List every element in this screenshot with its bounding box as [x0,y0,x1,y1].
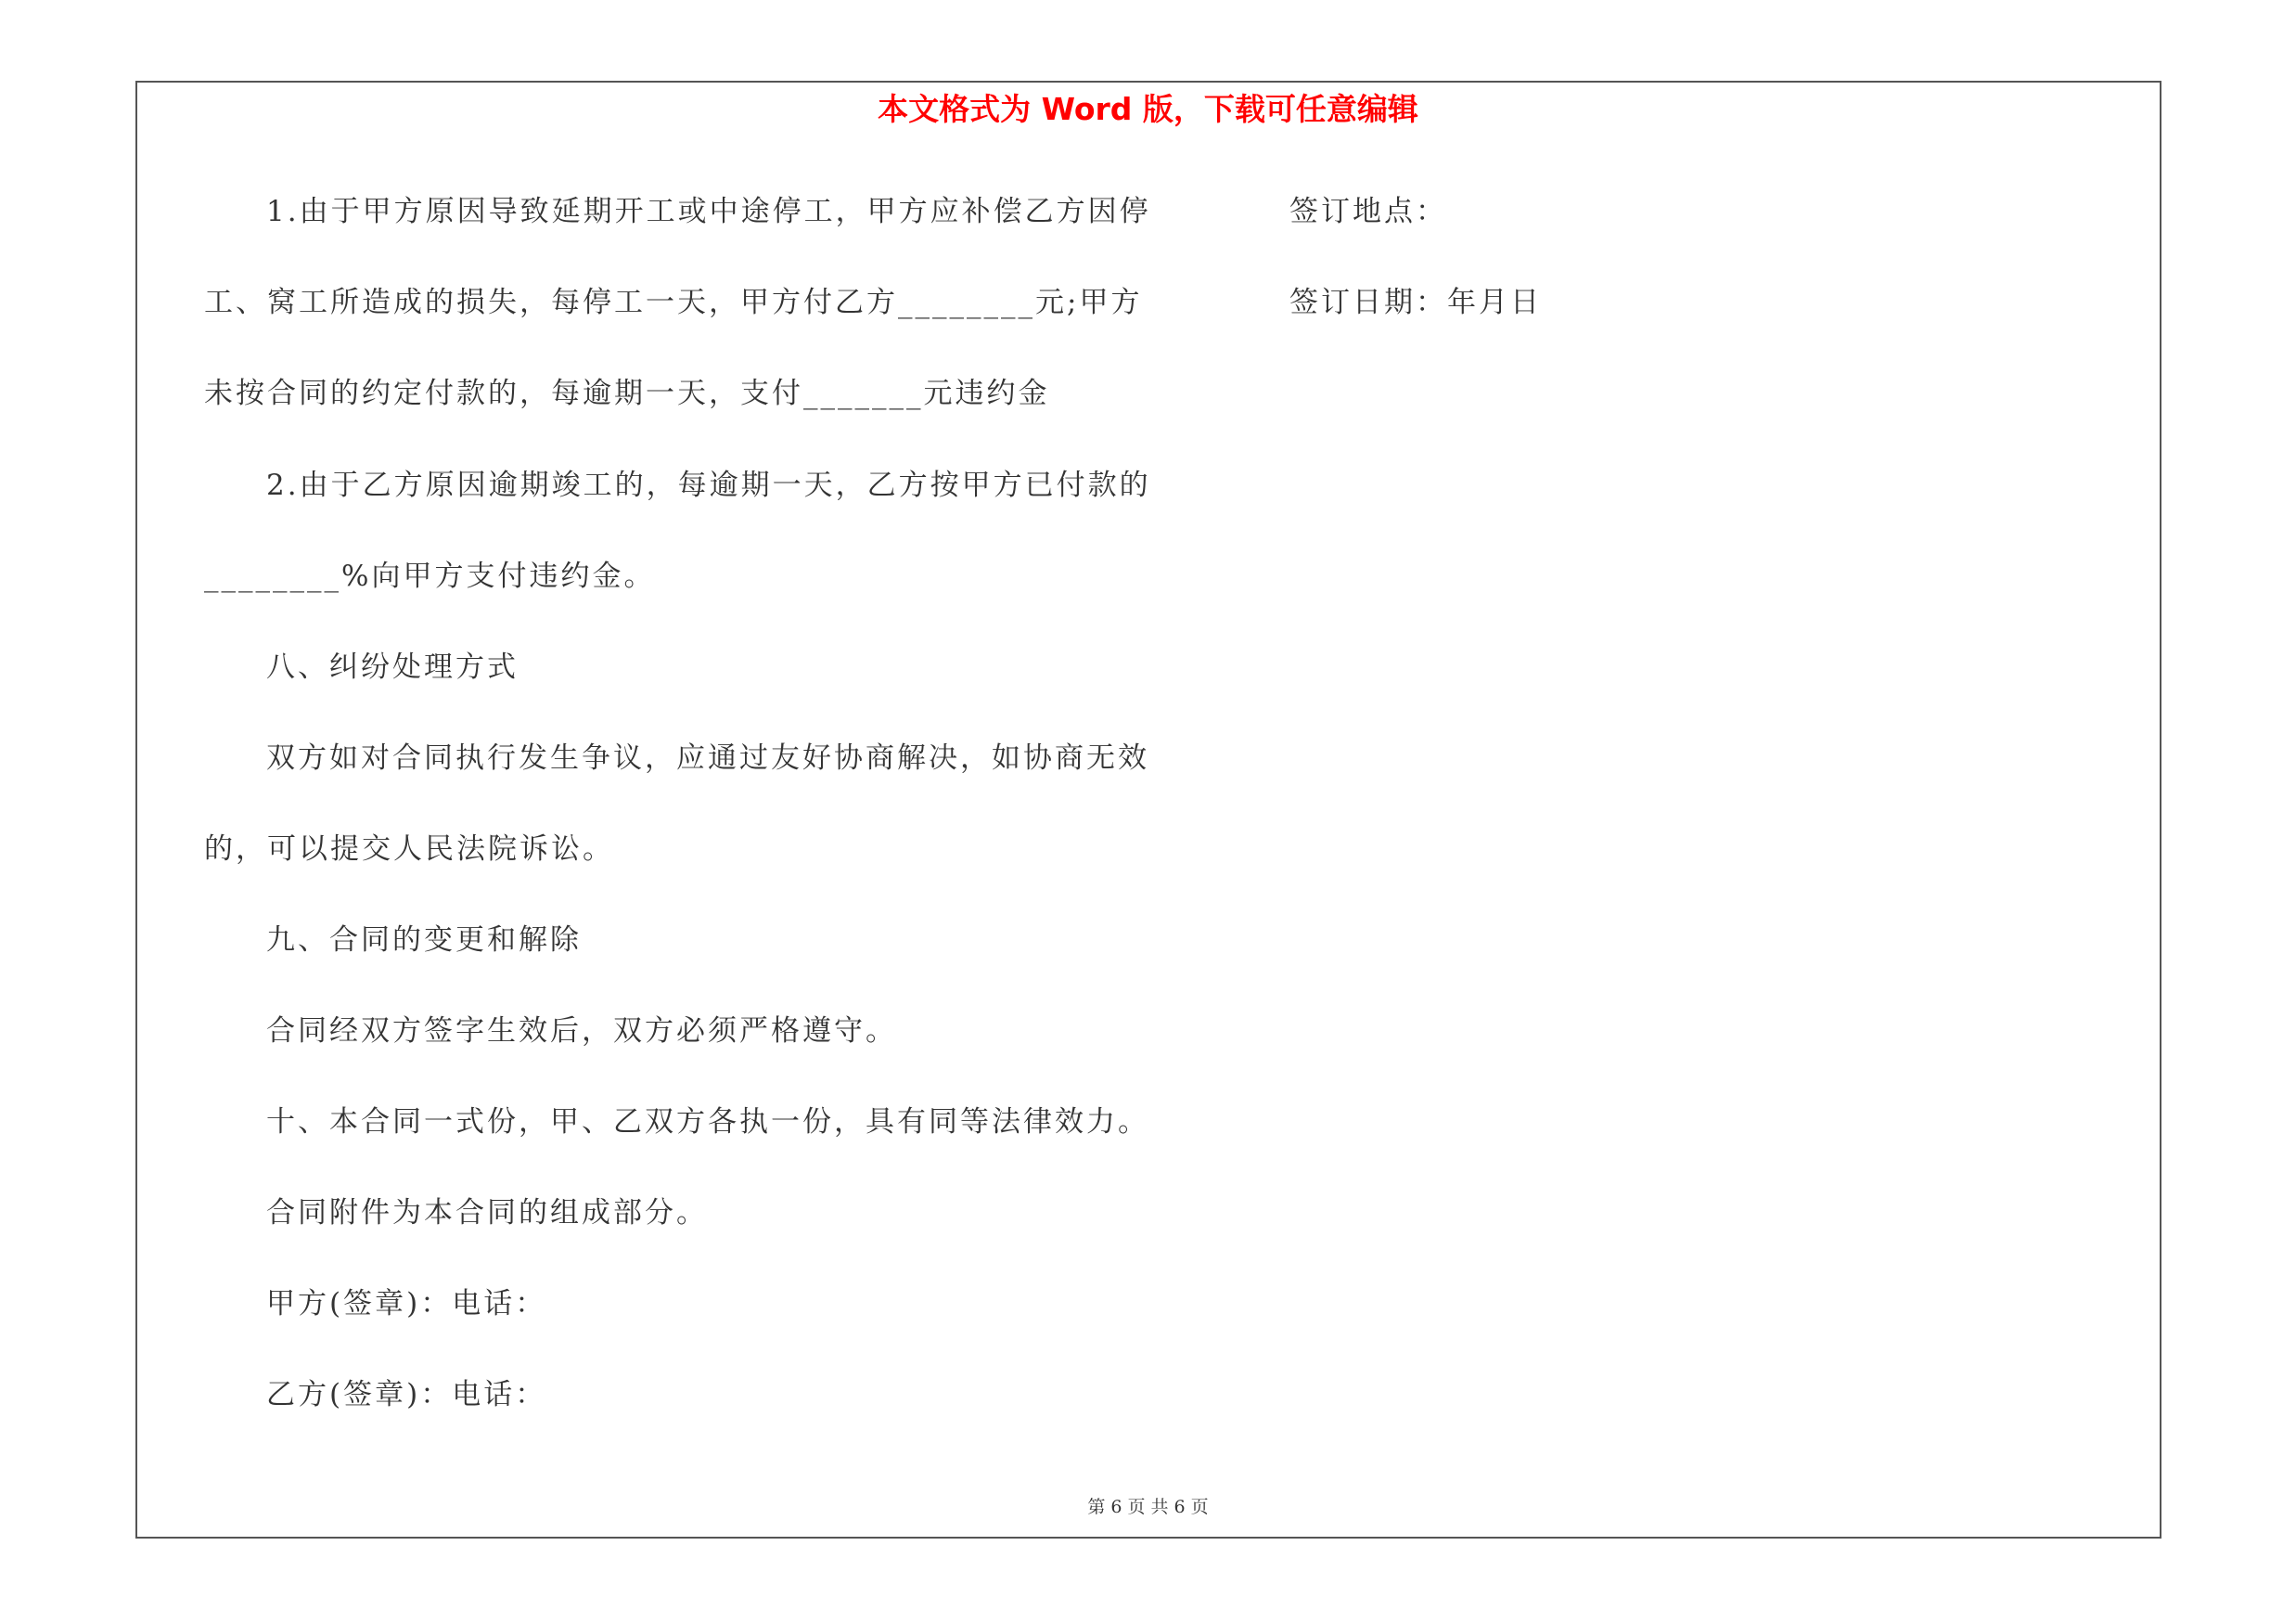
section-heading-change: 九、合同的变更和解除 [266,923,582,957]
clause-delay-start-line-2: 工、窝工所造成的损失，每停工一天，甲方付乙方________元;甲方 [204,286,1143,319]
signing-place-line: 签订地点： [1289,195,1447,228]
attachments-paragraph: 合同附件为本合同的组成部分。 [266,1196,708,1230]
clause-overdue-completion-line-1: 2.由于乙方原因逾期竣工的，每逾期一天，乙方按甲方已付款的 [266,469,1151,502]
party-a-signature-line: 甲方(签章)：电话： [266,1287,547,1320]
clause-delay-start-line-1: 1.由于甲方原因导致延期开工或中途停工，甲方应补偿乙方因停 [266,195,1151,228]
word-format-banner: 本文格式为 Word 版，下载可任意编辑 [878,91,1418,127]
change-paragraph: 合同经双方签字生效后，双方必须严格遵守。 [266,1014,897,1048]
dispute-paragraph-line-2: 的，可以提交人民法院诉讼。 [204,832,614,866]
signing-date-line: 签订日期：年月日 [1289,286,1542,319]
section-copies: 十、本合同一式份，甲、乙双方各执一份，具有同等法律效力。 [266,1105,1149,1139]
dispute-paragraph-line-1: 双方如对合同执行发生争议，应通过友好协商解决，如协商无效 [266,741,1149,775]
page-number: 第 6 页 共 6 页 [1087,1497,1209,1517]
clause-delay-start-line-3: 未按合同的约定付款的，每逾期一天，支付_______元违约金 [204,377,1050,410]
clause-overdue-completion-line-2: ________%向甲方支付违约金。 [204,560,656,593]
section-heading-dispute: 八、纠纷处理方式 [266,650,519,684]
party-b-signature-line: 乙方(签章)：电话： [266,1378,547,1411]
